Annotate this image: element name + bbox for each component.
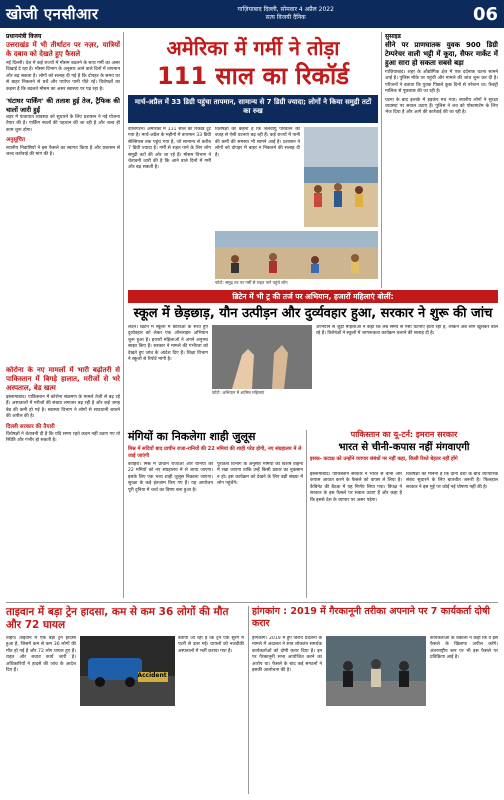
- column-divider-bottom: [248, 606, 249, 794]
- hongkong-body-1: हांगकांग। 2019 में हुए विरोध प्रदर्शनों के मामले में अदालत ने सात लोकतंत्र समर्थक कार्यकर्ताओं को दोषी करार दिया है। इन पर गैरकानूनी सभा आयोजित करने का आरोप था। फैसले के बाद कई संगठनों ने इसकी आलोचना की है।: [252, 636, 322, 674]
- column-divider-right: [381, 32, 382, 288]
- right-top-headline: सीने पर प्राणघातक युवक 900 डिग्री टेम्परेचर वाली भट्टी में कूदा, सैफर मार्केट में हुआ सारा हो सकता सबसे बड़ा: [385, 41, 498, 67]
- school-body-1: लंदन। ब्रिटेन में स्कूलों में छात्राओं के साथ हुए दुर्व्यवहार को लेकर एक ऑनलाइन अभियान शुरू हुआ है। हजारों महिलाओं ने अपने अनुभव साझा किए हैं। सरकार ने मामले की गंभीरता को देखते हुए जांच के आदेश दिए हैं। शिक्षा विभाग ने स्कूलों से रिपोर्ट मांगी है।: [128, 325, 208, 363]
- right-top-story: [385, 32, 498, 288]
- left-bottom-body: इस्लामाबाद। पाकिस्तान में कोरोना संक्रमण के मामले तेजी से बढ़ रहे हैं। अस्पतालों में मरीजों की संख्या लगातार बढ़ रही है और कई जगह बेड की कमी हो गई है। स्वास्थ्य विभाग ने लोगों से सावधानी बरतने की अपील की है।: [6, 395, 120, 420]
- pak-body-2-text: विशेषज्ञों का मानना है कि दोनों देशों के बीच व्यापारिक संबंध सुधारने के लिए बातचीत जरूरी है। फिलहाल सरकार ने इस मुद्दे पर कोई नई घोषणा नहीं की है।: [406, 472, 498, 490]
- column-divider-mid: [306, 430, 307, 598]
- school-body-2-text: अभियान से जुड़ी महिलाओं ने कहा कि लंबे समय से ऐसी घटनाएं होती रही हैं, लेकिन अब लोग खुलकर बोल रहे हैं। विशेषज्ञों ने स्कूलों में जागरूकता कार्यक्रम चलाने की सलाह दी है।: [316, 325, 498, 337]
- wedding-body-2: [217, 462, 303, 598]
- pak-body-1: इस्लामाबाद। पाकिस्तान सरकार ने भारत से चीनी और कपास आयात करने के फैसले को वापस ले लिया है। कैबिनेट की बैठक में यह निर्णय लिया गया। विपक्ष ने सरकार के इस फैसले पर सवाल उठाए हैं और कहा है कि इससे देश के व्यापार पर असर पड़ेगा।: [310, 472, 402, 503]
- school-caption: फोटो: अभियान में शामिल महिलाएं: [212, 390, 265, 395]
- heat-body-1: वॉशिंगटन। अमेरिका में 111 साल का रिकॉर्ड टूट गया है। मार्च-अप्रैल के महीनों में तापमान 33 डिग्री सेल्सियस तक पहुंच गया है, जो सामान्य से करीब 7 डिग्री ज्यादा है। गर्मी से राहत पाने के लिए लोग समुद्री तटों की ओर जा रहे हैं। मौसम विभाग ने चेतावनी जारी की है कि आने वाले दिनों में गर्मी और बढ़ सकती है।: [128, 127, 211, 171]
- hongkong-body: [252, 636, 322, 794]
- masthead-date: गाज़ियाबाद दिल्ली, सोमवार 4 अप्रैल 2022: [237, 6, 334, 13]
- masthead-meta: [99, 6, 473, 22]
- accident-photo: [80, 636, 175, 706]
- pak-headline: भारत से चीनी-कपास नहीं मंगवाएगी: [338, 442, 470, 453]
- taiwan-body-2: [178, 636, 244, 794]
- hongkong-photo: [326, 636, 426, 706]
- pak-deck: इसक- कटाक्ष को उन्होंने व्यापार संबंधों पर नहीं कहा, किसी रिश्ते बेहतर नहीं होंगे: [310, 456, 458, 462]
- wedding-headline: मंगियों का निकलेगा शाही जुलूस: [128, 430, 256, 443]
- taiwan-headline: ताइवान में बड़ा ट्रेन हादसा, कम से कम 36 लोगों की मौत और 72 घायल: [6, 606, 229, 631]
- left-bottom-headline: कोरोना के नए मामलों में भारी बढ़ोतरी से पाकिस्तान में बिगड़े हालात, मरीजों से भरे अस्पताल, बेड खत्म: [6, 366, 120, 392]
- school-body-2: [316, 325, 498, 425]
- heat-headline-1: अमेरिका में गर्मी ने तोड़ा: [166, 36, 340, 60]
- pak-body-2: [406, 472, 498, 598]
- right-top-body2: घटना के बाद इलाके में हड़कंप मच गया। स्थानीय लोगों ने सुरक्षा व्यवस्था पर सवाल उठाए हैं। पुलिस ने शव को पोस्टमार्टम के लिए भेज दिया है और आगे की कार्रवाई की जा रही है।: [385, 97, 498, 116]
- hongkong-headline: हांगकांग : 2019 में गैरकानूनी तरीका अपनाने पर 7 कार्यकर्ता दोषी करार: [252, 606, 490, 629]
- wedding-deck: मिस्र में सदियों बाद प्राचीन राजा-रानियों की 22 ममियां की शाही परेड होगी, नए संग्रहालय में ले जाई जाएंगी: [128, 446, 302, 459]
- left-top-headline: उत्तराखंड में भी तीर्थाटन पर नज़र, यात्रियों के दबाव को देखते हुए फैसले: [6, 41, 120, 58]
- newspaper-logo: खोजी एनसीआर: [6, 5, 99, 23]
- taiwan-body: [6, 636, 76, 794]
- left-top-sub1: 'घंटाघर पार्किंग' की तलाश हुई तेज, ट्रैफिक की चालों जारी हुईं: [6, 97, 120, 115]
- left-bottom-sub: दिल्ली सरकार की तैयारी: [6, 423, 55, 430]
- left-top-sub2: अनुसूचित: [6, 137, 26, 144]
- school-photo-hands: [212, 325, 312, 389]
- hongkong-body-2: [430, 636, 498, 794]
- accident-label: Accident: [137, 672, 167, 679]
- taiwan-body-1: ताइपे। ताइवान में एक बड़ा ट्रेन हादसा हुआ है, जिसमें कम से कम 36 लोगों की मौत हो गई है और 72 लोग घायल हुए हैं। राहत और बचाव कार्य जारी है। अधिकारियों ने हादसे की जांच के आदेश दिए हैं।: [6, 636, 76, 674]
- left-bottom-story: [6, 366, 120, 598]
- masthead-tagline: सत्य विजयी दैनिक: [265, 14, 306, 21]
- heat-body-2: [215, 127, 300, 227]
- heat-caption: फोटो: समुद्र तट पर गर्मी से राहत पाने पहुंचे लोग: [215, 280, 288, 285]
- right-top-kicker: सुसाइड: [385, 33, 401, 40]
- school-banner: ब्रिटेन में भी ट्र की तर्ज पर अभियान, हजारों महिलाएं बोलीं:: [128, 290, 498, 303]
- masthead: [0, 0, 504, 28]
- left-top-body3: स्थानीय निवासियों ने इस फैसले का स्वागत किया है और प्रशासन से जल्द कार्रवाई की मांग की है।: [6, 145, 120, 158]
- left-top-kicker: प्रधानमंत्री विजय: [6, 33, 42, 40]
- left-top-body2: शहर में यातायात व्यवस्था को सुधारने के लिए प्रशासन ने नई योजना तैयार की है। पार्किंग स्थलों की पहचान की जा रही है और जल्द ही काम शुरू होगा।: [6, 115, 120, 133]
- wedding-body-2-text: पुरातत्व विभाग के अनुसार ममियों को विशेष वाहनों में रखा जाएगा ताकि उन्हें किसी प्रकार का नुकसान न हो। इस कार्यक्रम को देखने के लिए बड़ी संख्या में लोग पहुंचेंगे।: [217, 462, 303, 487]
- heat-photo-crowd: [304, 127, 378, 227]
- school-headline: स्कूल में छेड़छाड़, यौन उत्पीड़न और दुर्व्यवहार हुआ, सरकार ने शुरू की जांच: [133, 306, 493, 321]
- hongkong-body-2-text: कार्यकर्ताओं के वकीलों ने कहा कि वे इस फैसले के खिलाफ अपील करेंगे। अंतरराष्ट्रीय स्तर पर भी इस फैसले पर प्रतिक्रिया आई है।: [430, 636, 498, 661]
- page-number: 06: [472, 3, 498, 25]
- pak-body: [310, 472, 402, 598]
- school-body: [128, 325, 208, 425]
- heat-headline-2: 111 साल का रिकॉर्ड: [156, 62, 350, 90]
- heat-body-2-text: विशेषज्ञों का कहना है कि जलवायु परिवर्तन की वजह से ऐसी घटनाएं बढ़ रही हैं। कई राज्यों में पानी की कमी की समस्या भी सामने आई है। प्रशासन ने लोगों को दोपहर में बाहर न निकलने की सलाह दी है।: [215, 127, 300, 158]
- taiwan-body-2-text: बताया जा रहा है कि ट्रेन एक सुरंग में पटरी से उतर गई। घायलों को नजदीकी अस्पतालों में भर्ती कराया गया है।: [178, 636, 244, 654]
- left-top-story: [6, 32, 120, 362]
- right-top-body: गाज़ियाबाद। शहर के औद्योगिक क्षेत्र में एक दर्दनाक घटना सामने आई है। पुलिस मौके पर पहुंची और मामले की जांच शुरू कर दी है। परिजनों ने बताया कि युवक पिछले कुछ दिनों से परेशान था। फैक्ट्री मालिक से पूछताछ की जा रही है।: [385, 70, 498, 95]
- column-divider-left: [123, 32, 124, 598]
- heat-body: [128, 127, 211, 279]
- left-top-body: नई दिल्ली। देश में कई राज्यों में मौसम बदलने के साथ गर्मी का असर दिखाई दे रहा है। मौसम विभाग के अनुसार आने वाले दिनों में तापमान और बढ़ सकता है। लोगों को सलाह दी गई है कि दोपहर के समय घर से बाहर निकलने से बचें और पर्याप्त पानी पीते रहें। विशेषज्ञों का कहना है कि बदलते मौसम का असर स्वास्थ्य पर पड़ रहा है।: [6, 61, 120, 92]
- left-bottom-body2: विशेषज्ञों ने चेतावनी दी है कि यदि समय रहते कदम नहीं उठाए गए तो स्थिति और गंभीर हो सकती है।: [6, 432, 120, 444]
- heat-photo-beach: [215, 231, 378, 279]
- wedding-body-1: काहिरा। मिस्र में प्राचीन राजाओं और रानियों की 22 ममियों को नए संग्रहालय में ले जाया जाएगा। इसके लिए एक भव्य शाही जुलूस निकाला जाएगा। सुरक्षा के कड़े इंतजाम किए गए हैं। यह आयोजन पूरी दुनिया में चर्चा का विषय बना हुआ है।: [128, 462, 213, 493]
- heat-deck: मार्च-अप्रैल में 33 डिग्री पहुंचा तापमान, सामान्य से 7 डिग्री ज्यादा; लोगों ने किया समुद्री तटों का रुख: [128, 95, 378, 123]
- wedding-body: [128, 462, 213, 598]
- pak-kicker: पाकिस्तान का यू-टर्न: इमरान सरकार: [350, 430, 458, 439]
- horizontal-divider: [6, 602, 498, 603]
